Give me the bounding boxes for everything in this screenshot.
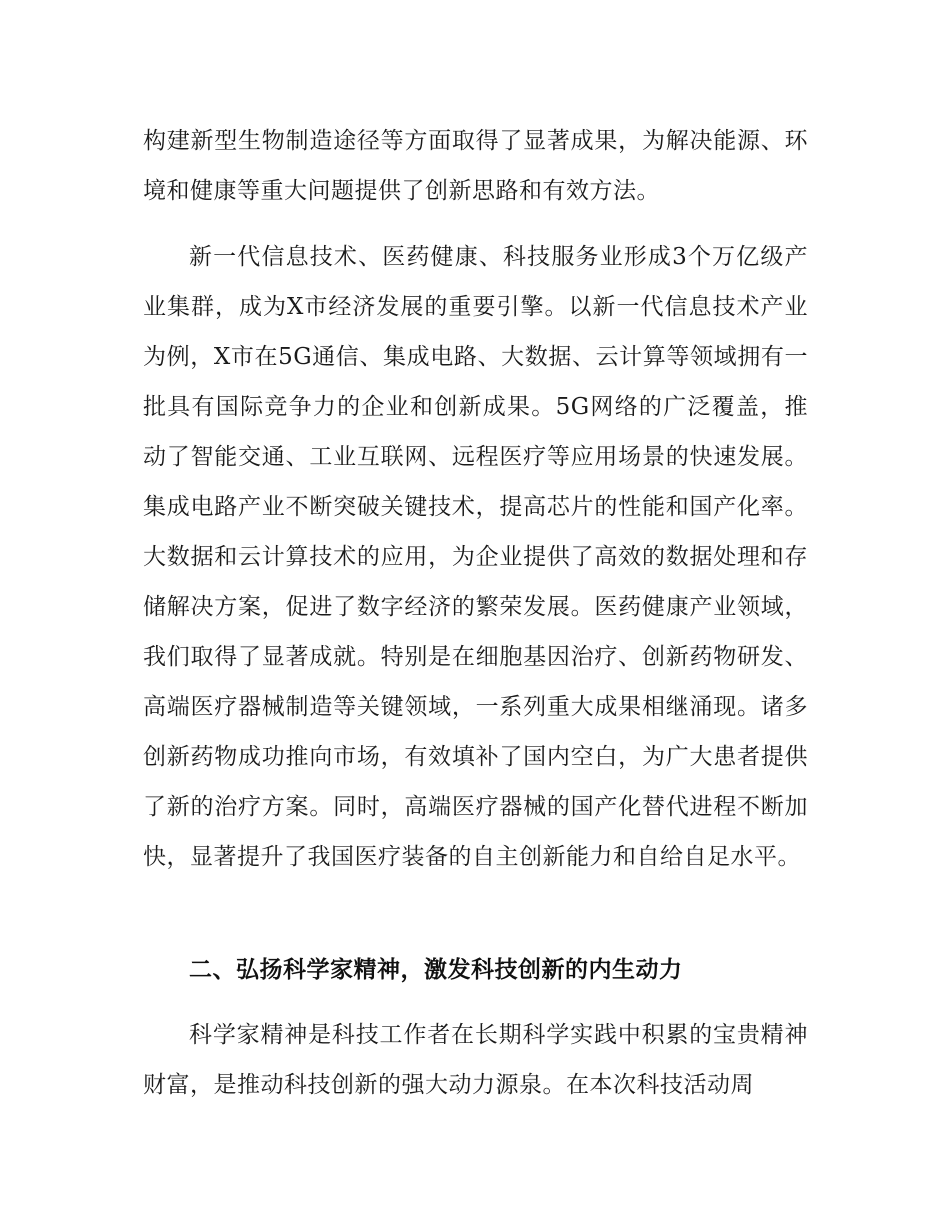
- body-paragraph-industry-clusters: 新一代信息技术、医药健康、科技服务业形成3个万亿级产业集群，成为X市经济发展的重要引擎。以新一代信息技术产业为例，X市在5G通信、集成电路、大数据、云计算等领域拥有一批具有国际竞争力的企业和创新成果。5G网络的广泛覆盖，推动了智能交通、工业互联网、远程医疗等应用场景的快速发展。集成电路产业不断突破关键技术，提高芯片的性能和国产化率。大数据和云计算技术的应用，为企业提供了高效的数据处理和存储解决方案，促进了数字经济的繁荣发展。医药健康产业领域，我们取得了显著成就。特别是在细胞基因治疗、创新药物研发、高端医疗器械制造等关键领域，一系列重大成果相继涌现。诸多创新药物成功推向市场，有效填补了国内空白，为广大患者提供了新的治疗方案。同时，高端医疗器械的国产化替代进程不断加快，显著提升了我国医疗装备的自主创新能力和自给自足水平。: [143, 244, 808, 870]
- body-paragraph-scientist-spirit: 科学家精神是科技工作者在长期科学实践中积累的宝贵精神财富，是推动科技创新的强大动力源泉。在本次科技活动周: [143, 1022, 808, 1098]
- section-heading: 二、弘扬科学家精神，激发科技创新的内生动力: [189, 957, 683, 983]
- body-paragraph-continuation: 构建新型生物制造途径等方面取得了显著成果，为解决能源、环境和健康等重大问题提供了创新思路和有效方法。: [143, 128, 808, 204]
